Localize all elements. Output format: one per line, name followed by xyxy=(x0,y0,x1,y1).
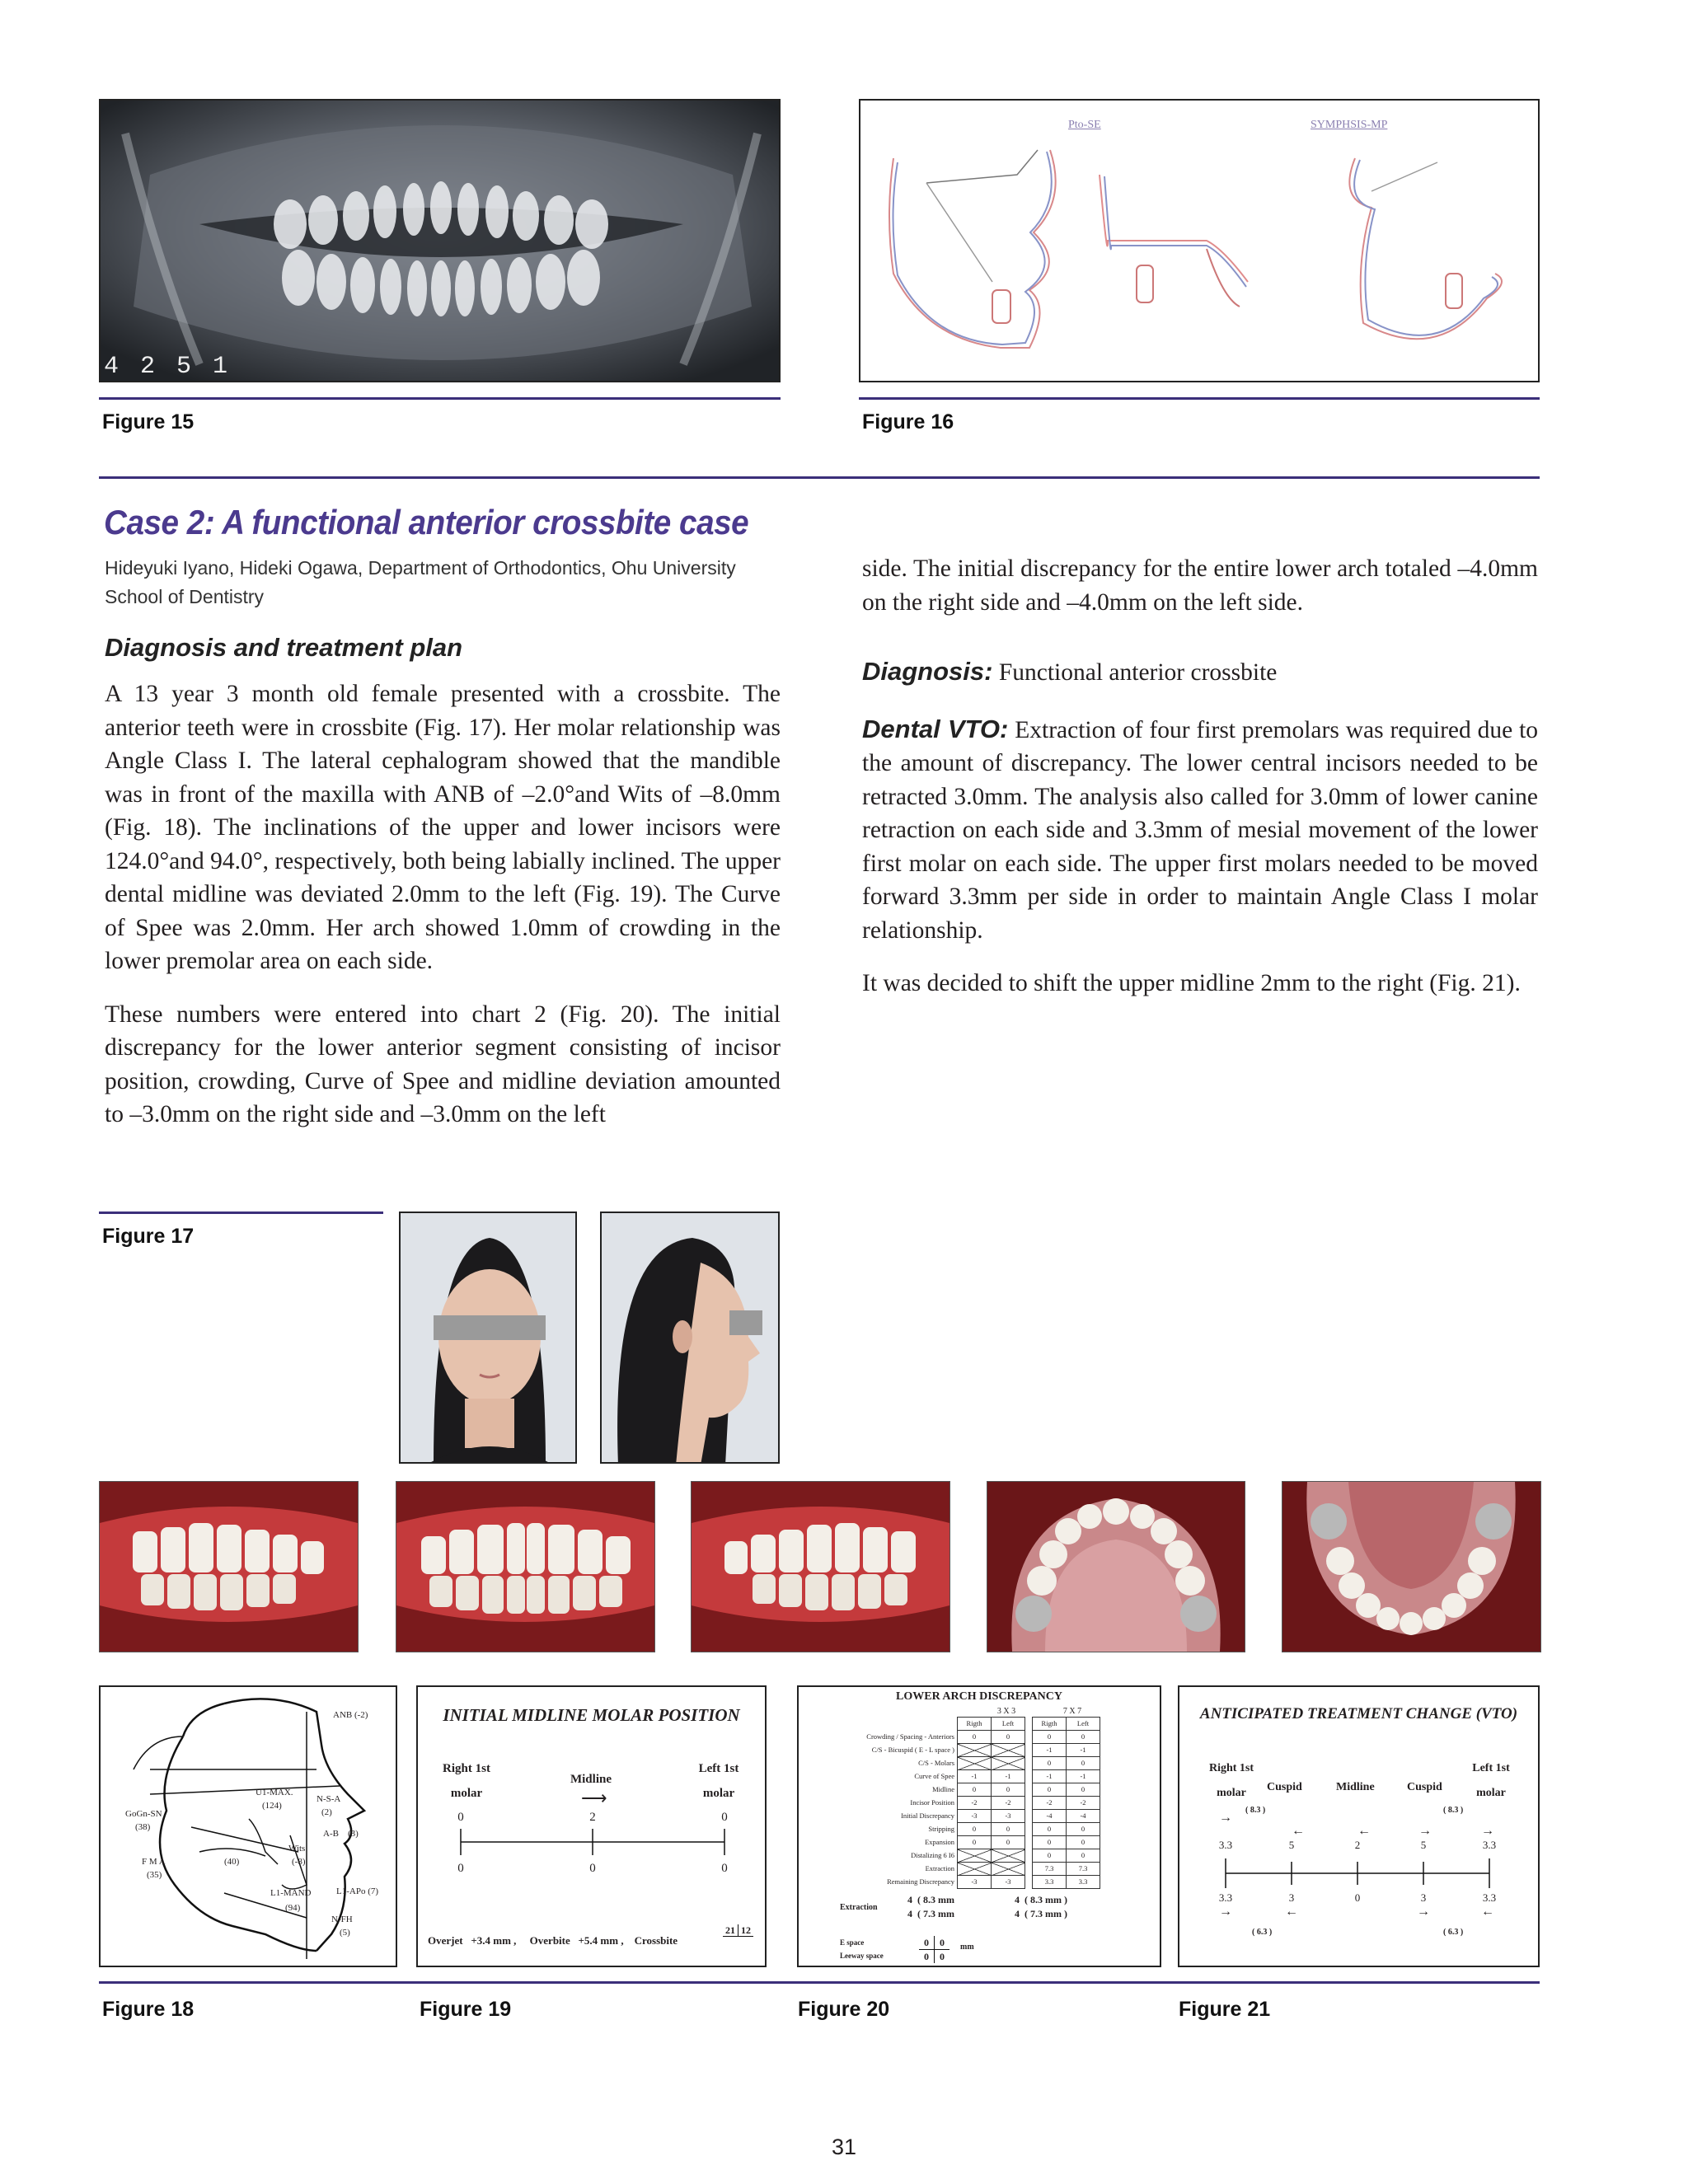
lad-cell: 0 xyxy=(992,1783,1025,1797)
lad-cell: -2 xyxy=(992,1797,1025,1810)
bottom-figures-rule xyxy=(99,1981,1540,1984)
lad-cell: -2 xyxy=(1033,1797,1067,1810)
lad-cell: 0 xyxy=(1033,1823,1067,1836)
vto-bottom-value: 3 xyxy=(1420,1891,1427,1904)
lad-cell xyxy=(992,1757,1025,1770)
figure-17-caption: Figure 17 xyxy=(102,1225,195,1248)
lad-row-label: Midline xyxy=(932,1785,954,1793)
ceph-value-wits: (-8) xyxy=(292,1857,306,1867)
crossbite-label: Crossbite xyxy=(634,1934,678,1947)
arrow-right-icon: → xyxy=(1219,1811,1232,1825)
cephalometric-superimposition xyxy=(859,99,1540,382)
lad-cell: -3 xyxy=(992,1876,1025,1889)
ext-value: ( 8.3 mm xyxy=(917,1894,954,1905)
lad-col-header: Rigth xyxy=(958,1718,992,1731)
crossbite-tooth-left: 12 xyxy=(738,1924,753,1937)
vto-top-value: 3.3 xyxy=(1218,1839,1233,1851)
figure-15-caption: Figure 15 xyxy=(102,410,195,434)
lad-cell xyxy=(992,1863,1025,1876)
figure-16-caption: Figure 16 xyxy=(862,410,954,434)
midline-bottom-value: 0 xyxy=(457,1862,464,1875)
label-line: molar xyxy=(450,1787,483,1800)
lad-cell: 0 xyxy=(992,1731,1025,1744)
lad-gap xyxy=(1025,1797,1033,1810)
ext-value: ( 7.3 mm ) xyxy=(1025,1908,1067,1919)
lad-row-label: Curve of Spee xyxy=(914,1772,954,1780)
page-number: 31 xyxy=(831,2135,857,2159)
intraoral-left-drawing xyxy=(692,1482,950,1652)
lad-row xyxy=(805,1849,1100,1863)
lower-arch-discrepancy-chart xyxy=(797,1685,1161,1967)
vto-top-value: 2 xyxy=(1354,1839,1361,1851)
lad-space-unit: mm xyxy=(960,1943,974,1952)
lad-row xyxy=(805,1757,1100,1770)
section-heading: Diagnosis and treatment plan xyxy=(105,633,463,662)
overjet-label: Overjet xyxy=(428,1934,463,1947)
arrow-left-icon: ← xyxy=(1292,1824,1305,1838)
arrow-left-icon: ← xyxy=(1285,1905,1298,1919)
vto-label: Dental VTO: xyxy=(862,714,1009,743)
diagnosis-label: Diagnosis: xyxy=(862,657,993,686)
lad-cell xyxy=(958,1757,992,1770)
superimposition-drawing xyxy=(860,101,1540,382)
lad-cell: -4 xyxy=(1067,1810,1100,1823)
frontal-face-photo xyxy=(399,1212,577,1464)
lad-cell: -1 xyxy=(1033,1744,1067,1757)
ceph-value-40: (40) xyxy=(224,1857,240,1867)
lad-cell: 0 xyxy=(1067,1849,1100,1863)
label-line: Left 1st xyxy=(1472,1762,1510,1774)
lad-gap xyxy=(1025,1770,1033,1783)
espace-left: 0 xyxy=(940,1937,945,1948)
ext-line xyxy=(907,1893,954,1907)
ceph-value-ab: (3) xyxy=(348,1829,359,1839)
crossbite-tooth-right: 21 xyxy=(723,1924,738,1937)
lad-row xyxy=(805,1744,1100,1757)
figure-19-caption: Figure 19 xyxy=(420,1998,512,2021)
leeway-right: 0 xyxy=(919,1950,935,1963)
lad-row xyxy=(805,1863,1100,1876)
lad-gap xyxy=(1025,1757,1033,1770)
lad-row xyxy=(805,1836,1100,1849)
ceph-value-l1mand: (94) xyxy=(285,1903,301,1913)
ext-tooth: 4 xyxy=(907,1908,912,1919)
arrow-right-icon: → xyxy=(1418,1824,1432,1838)
label-line: Left 1st xyxy=(698,1762,739,1775)
diagnosis-paragraph xyxy=(862,655,1538,690)
figure-18-caption: Figure 18 xyxy=(102,1998,195,2021)
lad-gap xyxy=(1025,1876,1033,1889)
arrow-right-icon: → xyxy=(1417,1905,1430,1919)
arrow-left-icon: ← xyxy=(1481,1905,1494,1919)
lad-cell xyxy=(958,1849,992,1863)
profile-face-drawing xyxy=(602,1213,780,1464)
vto-bottom-value: 3 xyxy=(1288,1891,1295,1904)
label-line: molar xyxy=(1217,1787,1246,1799)
vto-bottom-value: 3.3 xyxy=(1218,1891,1233,1904)
lad-cell: -4 xyxy=(1033,1810,1067,1823)
overbite-label: Overbite xyxy=(529,1934,570,1947)
ext-tooth: 4 xyxy=(1015,1894,1020,1905)
lad-row-label: Expansion xyxy=(925,1838,954,1846)
ceph-label-ab: A-B xyxy=(323,1829,339,1839)
vto-axis xyxy=(1179,1687,1540,1967)
lad-cell xyxy=(992,1744,1025,1757)
midline-top-value: 0 xyxy=(721,1811,728,1824)
lad-row-label: Incisor Position xyxy=(910,1798,954,1807)
upper-occlusal-photo xyxy=(987,1481,1245,1652)
overjet-value: +3.4 mm , xyxy=(471,1934,517,1947)
vto-cuspid-left-label: Cuspid xyxy=(1407,1781,1442,1793)
film-number: 4 2 5 1 xyxy=(104,353,232,381)
lad-cell: -2 xyxy=(1067,1797,1100,1810)
lad-cell: 0 xyxy=(1067,1731,1100,1744)
frontal-face-drawing xyxy=(401,1213,577,1464)
vto-bottom-value: 3.3 xyxy=(1482,1891,1497,1904)
vto-chart-title: ANTICIPATED TREATMENT CHANGE (VTO) xyxy=(1199,1705,1518,1722)
lad-header-row xyxy=(805,1718,1100,1731)
lad-cell: -1 xyxy=(958,1770,992,1783)
lad-space-values xyxy=(919,1936,950,1963)
midline-mid-label: Midline xyxy=(570,1773,612,1786)
crossbite-teeth xyxy=(723,1924,753,1937)
paragraph: A 13 year 3 month old female presented with a crossbite. The anterior teeth were in crossbite (Fig. 17). Her molar relationship was Angle Class I. The lateral cephalogram showed that the mandible was in front of the maxilla with ANB of –2.0°and Wits of –8.0mm (Fig. 18). The inclinations of the upper and lower incisors were 124.0°and 94.0°, respectively, both being labially inclined. The upper dental midline was deviated 2.0mm to the left (Fig. 19). The Curve of Spee was 2.0mm. Her arch showed 1.0mm of crowding in the lower premolar area on each side. xyxy=(105,681,781,974)
label-line: Right 1st xyxy=(1208,1762,1254,1774)
ceph-value-nfh: (5) xyxy=(340,1928,350,1938)
lad-row xyxy=(805,1823,1100,1836)
lad-cell: 0 xyxy=(1033,1757,1067,1770)
vto-bottom-value: 0 xyxy=(1354,1891,1361,1904)
ext-line xyxy=(1015,1907,1067,1921)
lad-cell xyxy=(958,1744,992,1757)
lad-col-header: Left xyxy=(992,1718,1025,1731)
vto-paren-bottom-left: ( 6.3 ) xyxy=(1443,1928,1464,1937)
ceph-label-l1apo: L1-APo (7) xyxy=(336,1886,379,1896)
lad-cell: 0 xyxy=(1067,1823,1100,1836)
lad-row xyxy=(805,1876,1100,1889)
lad-cell: 0 xyxy=(1067,1757,1100,1770)
lad-cell: -1 xyxy=(1033,1770,1067,1783)
label-line: molar xyxy=(1476,1787,1506,1799)
lad-group-3x3: 3 X 3 xyxy=(996,1707,1016,1716)
lad-row xyxy=(805,1783,1100,1797)
ceph-value-fma: (35) xyxy=(147,1870,162,1880)
ceph-label-gogn: GoGn-SN xyxy=(125,1809,162,1819)
upper-occlusal-drawing xyxy=(987,1482,1245,1652)
lad-extraction-left xyxy=(1015,1893,1067,1921)
lad-cell: 0 xyxy=(958,1823,992,1836)
lad-row-label: Extraction xyxy=(925,1864,954,1872)
lower-occlusal-drawing xyxy=(1282,1482,1540,1652)
ceph-label-nfh: N-FH xyxy=(331,1915,353,1924)
lad-table-body xyxy=(805,1731,1100,1889)
ceph-tracing xyxy=(99,1685,397,1967)
lad-cell: 0 xyxy=(958,1783,992,1797)
lad-header-blank xyxy=(805,1718,958,1731)
arrow-right-icon: → xyxy=(1219,1905,1232,1919)
espace-label: E space xyxy=(840,1938,865,1947)
lad-cell: -3 xyxy=(958,1876,992,1889)
lad-cell: -3 xyxy=(992,1810,1025,1823)
lad-extraction-label: Extraction xyxy=(840,1903,878,1912)
vto-top-value: 3.3 xyxy=(1482,1839,1497,1851)
lad-cell: -1 xyxy=(1067,1770,1100,1783)
lad-gap xyxy=(1025,1744,1033,1757)
profile-face-photo xyxy=(600,1212,780,1464)
lad-cell: 0 xyxy=(1033,1731,1067,1744)
ceph-label-fma: F M A xyxy=(142,1857,166,1867)
figure-16-rule xyxy=(859,397,1540,400)
article-authors: Hideyuki Iyano, Hideki Ogawa, Department of Orthodontics, Ohu University School of Dentistry xyxy=(105,557,736,607)
label-line: molar xyxy=(702,1787,735,1800)
lad-gap xyxy=(1025,1849,1033,1863)
midline-molar-chart xyxy=(416,1685,767,1967)
lad-row-label: Remaining Discrepancy xyxy=(887,1877,954,1886)
ceph-label-u1max: U1-MAX. xyxy=(256,1788,293,1797)
lad-row-label: Initial Discrepancy xyxy=(901,1811,954,1820)
lad-cell: 0 xyxy=(1033,1849,1067,1863)
intraoral-front-photo xyxy=(396,1481,655,1652)
intraoral-right-drawing xyxy=(100,1482,358,1652)
lad-cell: 0 xyxy=(1033,1783,1067,1797)
lad-title: LOWER ARCH DISCREPANCY xyxy=(896,1690,1062,1703)
lad-cell: 0 xyxy=(958,1836,992,1849)
overjet-readout xyxy=(428,1934,678,1947)
ext-tooth: 4 xyxy=(1015,1908,1020,1919)
right-column xyxy=(862,552,1538,1020)
overbite-value: +5.4 mm , xyxy=(578,1934,624,1947)
intraoral-front-drawing xyxy=(396,1482,654,1652)
vto-midline-label: Midline xyxy=(1336,1781,1375,1793)
figure-21-caption: Figure 21 xyxy=(1179,1998,1271,2021)
lad-cell: 7.3 xyxy=(1033,1863,1067,1876)
midline-bottom-value: 0 xyxy=(589,1862,596,1875)
lad-table xyxy=(805,1717,1100,1889)
midline-top-value: 0 xyxy=(457,1811,464,1824)
lad-gap xyxy=(1025,1823,1033,1836)
ceph-label-wits: Wits xyxy=(288,1844,306,1854)
vto-paren-bottom-right: ( 6.3 ) xyxy=(1252,1928,1273,1937)
lad-cell: -2 xyxy=(958,1797,992,1810)
ext-line xyxy=(907,1907,954,1921)
lad-col-header: Rigth xyxy=(1033,1718,1067,1731)
lad-cell: -1 xyxy=(1067,1744,1100,1757)
midline-top-value: 2 xyxy=(589,1811,596,1824)
ext-value: ( 8.3 mm ) xyxy=(1025,1894,1067,1905)
lower-occlusal-photo xyxy=(1282,1481,1541,1652)
section-rule xyxy=(99,476,1540,479)
vto-chart xyxy=(1178,1685,1540,1967)
vto-top-value: 5 xyxy=(1288,1839,1295,1851)
intraoral-right-photo xyxy=(99,1481,359,1652)
lad-row-label: Stripping xyxy=(928,1825,954,1833)
vto-paragraph xyxy=(862,713,1538,948)
vto-cuspid-right-label: Cuspid xyxy=(1267,1781,1302,1793)
lad-col-header: Left xyxy=(1067,1718,1100,1731)
paragraph: side. The initial discrepancy for the entire lower arch totaled –4.0mm on the right side and –4.0mm on the left side. xyxy=(862,555,1538,616)
lad-cell: 3.3 xyxy=(1033,1876,1067,1889)
lad-cell xyxy=(958,1863,992,1876)
lad-cell xyxy=(992,1849,1025,1863)
lad-cell: 7.3 xyxy=(1067,1863,1100,1876)
lad-cell: 0 xyxy=(1067,1836,1100,1849)
lad-gap xyxy=(1025,1863,1033,1876)
arrow-right-icon: → xyxy=(1481,1824,1494,1838)
arrow-left-icon: ← xyxy=(1357,1824,1371,1838)
midline-axis xyxy=(418,1687,767,1967)
figure-20-caption: Figure 20 xyxy=(798,1998,890,2021)
ceph-label-anb: ANB (-2) xyxy=(333,1710,368,1720)
espace-values xyxy=(919,1936,950,1949)
ceph-value-gogn: (38) xyxy=(135,1822,151,1832)
vto-text: Extraction of four first premolars was required due to the amount of discrepancy. The lower central incisors needed to be retracted 3.0mm. The analysis also called for 3.0mm of lower canine retraction on each side and 3.3mm of mesial movement of the lower first molar on each side. The upper first molars needed to be moved forward 3.3mm per side in order to maintain Angle Class I molar relationship. xyxy=(862,716,1539,944)
lad-cell: 0 xyxy=(992,1823,1025,1836)
lad-row-label: Crowding / Spacing - Anteriors xyxy=(866,1732,954,1741)
panoramic-xray xyxy=(99,99,781,382)
lad-extraction-right xyxy=(907,1893,954,1921)
intraoral-left-photo xyxy=(691,1481,950,1652)
diagnosis-text: Functional anterior crossbite xyxy=(998,659,1278,686)
lad-cell: -3 xyxy=(958,1810,992,1823)
ceph-label-l1mand: L1-MAND xyxy=(270,1888,312,1898)
lad-gap xyxy=(1025,1810,1033,1823)
article-title: Case 2: A functional anterior crossbite case xyxy=(104,503,749,541)
vto-top-value: 5 xyxy=(1420,1839,1427,1851)
lad-gap xyxy=(1025,1836,1033,1849)
ceph-value-nsa: (2) xyxy=(321,1807,332,1817)
ext-line xyxy=(1015,1893,1067,1907)
panoramic-xray-drawing xyxy=(101,101,781,382)
midline-chart-title: INITIAL MIDLINE MOLAR POSITION xyxy=(443,1705,740,1725)
leeway-values xyxy=(919,1949,950,1963)
midline-arrow-icon: ⟶ xyxy=(581,1788,607,1808)
lad-cell: 0 xyxy=(1067,1783,1100,1797)
label-line: Right 1st xyxy=(443,1762,490,1775)
lad-row xyxy=(805,1797,1100,1810)
leeway-label: Leeway space xyxy=(840,1952,884,1960)
lad-gap xyxy=(1025,1783,1033,1797)
lad-row xyxy=(805,1770,1100,1783)
lad-row-label: C/S - Molars xyxy=(918,1759,954,1767)
lad-cell: 3.3 xyxy=(1067,1876,1100,1889)
lad-cell: -1 xyxy=(992,1770,1025,1783)
lad-row xyxy=(805,1810,1100,1823)
left-column xyxy=(105,677,781,1151)
lad-row-label: Distalizing 6 I6 xyxy=(911,1851,954,1859)
lad-gap xyxy=(1025,1731,1033,1744)
vto-paren-top-left: ( 8.3 ) xyxy=(1443,1806,1464,1815)
lad-group-7x7: 7 X 7 xyxy=(1062,1707,1082,1716)
ceph-label-nsa: N-S-A xyxy=(316,1794,341,1804)
lad-space-labels xyxy=(840,1936,884,1962)
lad-cell: 0 xyxy=(992,1836,1025,1849)
lad-cell: 0 xyxy=(1033,1836,1067,1849)
figure-15-rule xyxy=(99,397,781,400)
ceph-value-u1max: (124) xyxy=(262,1801,282,1811)
lad-row-label: C/S - Bicuspid ( E - L space ) xyxy=(871,1746,954,1754)
paragraph: These numbers were entered into chart 2 (Fig. 20). The initial discrepancy for the lower anterior segment consisting of incisor position, crowding, Curve of Spee and midline deviation amounted to –3.0mm on the right side and –3.0mm on the left xyxy=(105,1001,781,1127)
lad-cell: 0 xyxy=(958,1731,992,1744)
figure-17-rule xyxy=(99,1212,383,1214)
ext-tooth: 4 xyxy=(907,1894,912,1905)
vto-paren-top-right: ( 8.3 ) xyxy=(1245,1806,1266,1815)
paragraph: It was decided to shift the upper midline 2mm to the right (Fig. 21). xyxy=(862,970,1521,996)
tracing-label-symphysis: SYMPHSIS-MP xyxy=(1311,119,1388,131)
ext-value: ( 7.3 mm xyxy=(917,1908,954,1919)
espace-right: 0 xyxy=(919,1936,935,1949)
midline-bottom-value: 0 xyxy=(721,1862,728,1875)
tracing-label-pto: Pto-SE xyxy=(1068,119,1101,131)
lad-row xyxy=(805,1731,1100,1744)
leeway-left: 0 xyxy=(940,1951,945,1962)
